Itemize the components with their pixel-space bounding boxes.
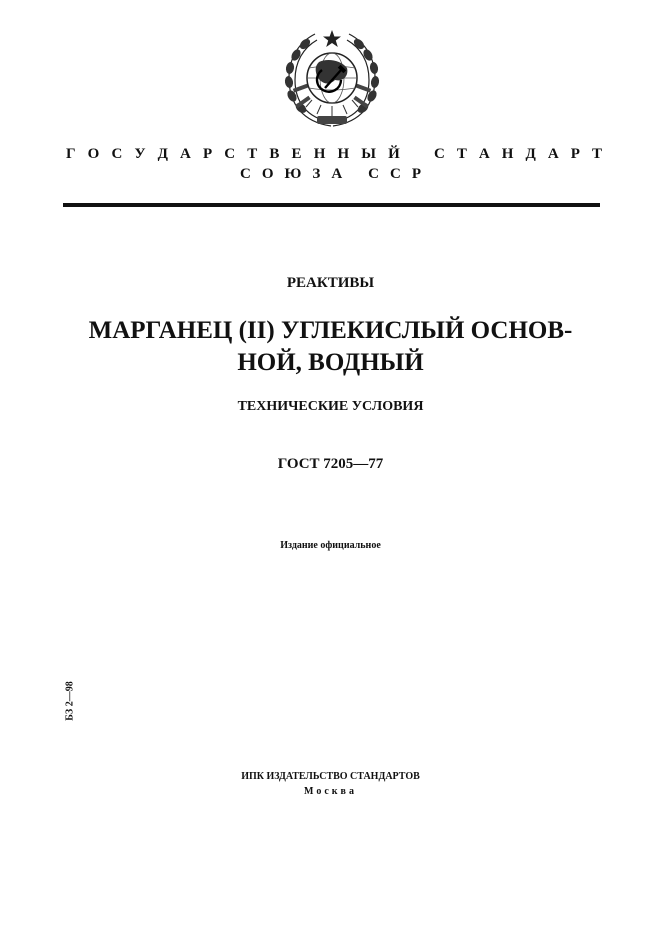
header-divider (63, 203, 600, 207)
heading-letter: Т (456, 146, 467, 162)
issuer-word-standard (434, 146, 602, 163)
heading-letter: Ы (361, 146, 377, 162)
heading-letter: Р (411, 166, 422, 182)
edition-note: Издание официальное (280, 540, 381, 551)
issuer-subheading (0, 166, 661, 183)
heading-letter: С (239, 166, 251, 182)
heading-letter: Н (501, 146, 514, 162)
document-category: РЕАКТИВЫ (286, 275, 375, 291)
heading-letter: С (434, 146, 445, 162)
side-code-text: БЗ 2—98 (64, 681, 76, 721)
publisher-name: ИПК ИЗДАТЕЛЬСТВО СТАНДАРТОВ (241, 771, 420, 782)
document-title-line-1: МАРГАНЕЦ (II) УГЛЕКИСЛЫЙ ОСНОВ- (88, 317, 573, 344)
heading-letter: Н (337, 146, 350, 162)
heading-letter: А (547, 146, 559, 162)
document-title-line-2: НОЙ, ВОДНЫЙ (237, 349, 424, 376)
heading-letter: О (261, 166, 274, 182)
heading-letter: Н (313, 146, 326, 162)
publisher-city: Москва (304, 786, 357, 797)
issuer-word-state (66, 146, 400, 163)
heading-letter: Т (591, 146, 602, 162)
issuer-word-ssr (368, 166, 421, 183)
heading-letter: Д (525, 146, 536, 162)
heading-letter: Т (247, 146, 258, 162)
issuer-word-union (240, 166, 342, 183)
heading-letter: В (269, 146, 280, 162)
heading-letter: Р (203, 146, 213, 162)
heading-letter: А (180, 146, 191, 162)
heading-letter: У (134, 146, 146, 162)
heading-letter: С (368, 166, 379, 182)
document-title (0, 315, 661, 379)
heading-letter: С (390, 166, 401, 182)
heading-letter: Г (66, 146, 76, 162)
heading-letter: Й (388, 146, 400, 162)
state-emblem-icon (281, 26, 383, 130)
heading-letter: С (111, 146, 123, 162)
document-subtitle: ТЕХНИЧЕСКИЕ УСЛОВИЯ (237, 399, 424, 414)
heading-letter: Р (570, 146, 580, 162)
heading-letter: А (478, 146, 490, 162)
heading-letter: Д (157, 146, 168, 162)
heading-letter: О (87, 146, 100, 162)
heading-letter: З (312, 166, 321, 182)
heading-letter: Е (291, 146, 302, 162)
side-code (63, 676, 77, 726)
heading-letter: А (331, 166, 343, 182)
heading-letter: Ю (284, 166, 302, 182)
standard-number: ГОСТ 7205—77 (277, 456, 384, 472)
issuer-heading (66, 146, 602, 163)
heading-letter: С (224, 146, 236, 162)
